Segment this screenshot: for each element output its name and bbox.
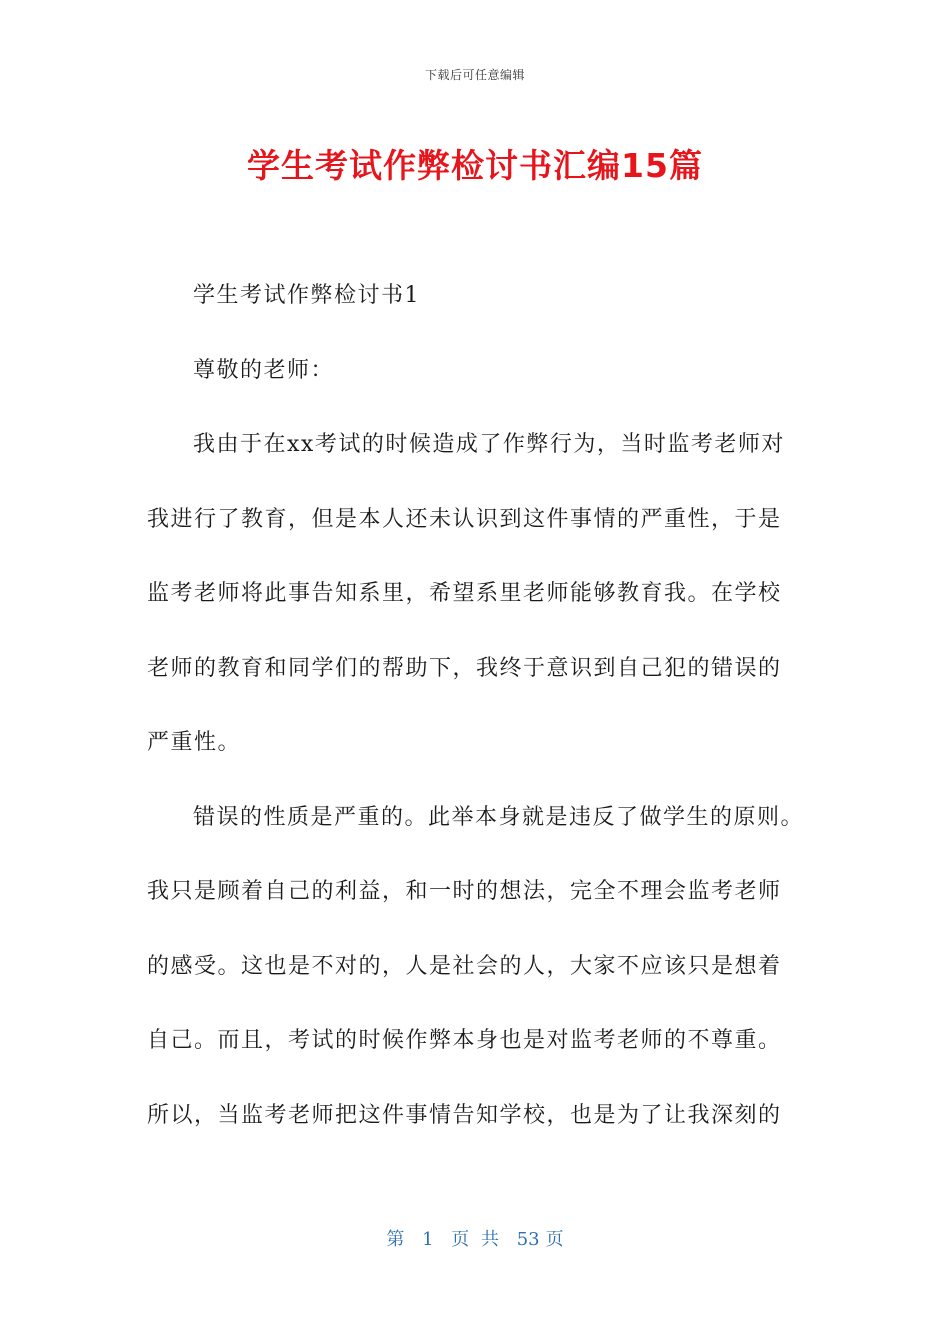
paragraph-line: 我由于在xx考试的时候造成了作弊行为，当时监考老师对 (193, 432, 785, 457)
page-mid: 页 共 (451, 1229, 499, 1250)
current-page-number: 1 (422, 1229, 434, 1250)
document-title: 学生考试作弊检讨书汇编15篇 (247, 146, 703, 185)
page-footer (0, 1225, 950, 1251)
paragraph-line: 监考老师将此事告知系里，希望系里老师能够教育我。在学校 (147, 581, 782, 606)
header-note: 下载后可任意编辑 (424, 68, 525, 82)
paragraph-line: 老师的教育和同学们的帮助下，我终于意识到自己犯的错误的 (147, 655, 782, 681)
paragraph-line: 错误的性质是严重的。此举本身就是违反了做学生的原则。 (193, 804, 805, 830)
paragraph-line: 的感受。这也是不对的，人是社会的人，大家不应该只是想着 (147, 953, 782, 979)
page-prefix: 第 (386, 1229, 405, 1250)
section-heading: 学生考试作弊检讨书1 (193, 283, 420, 308)
total-pages: 53 (516, 1229, 540, 1250)
paragraph-line: 自己。而且，考试的时候作弊本身也是对监考老师的不尊重。 (147, 1028, 782, 1053)
paragraph-line: 所以，当监考老师把这件事情告知学校，也是为了让我深刻的 (147, 1102, 782, 1128)
paragraph-line: 我只是顾着自己的利益，和一时的想法，完全不理会监考老师 (147, 879, 782, 904)
document-body (147, 273, 812, 1167)
page-suffix: 页 (545, 1229, 564, 1250)
salutation: 尊敬的老师： (193, 357, 335, 383)
paragraph-line: 严重性。 (147, 730, 242, 755)
paragraph-line: 我进行了教育，但是本人还未认识到这件事情的严重性，于是 (147, 506, 782, 532)
